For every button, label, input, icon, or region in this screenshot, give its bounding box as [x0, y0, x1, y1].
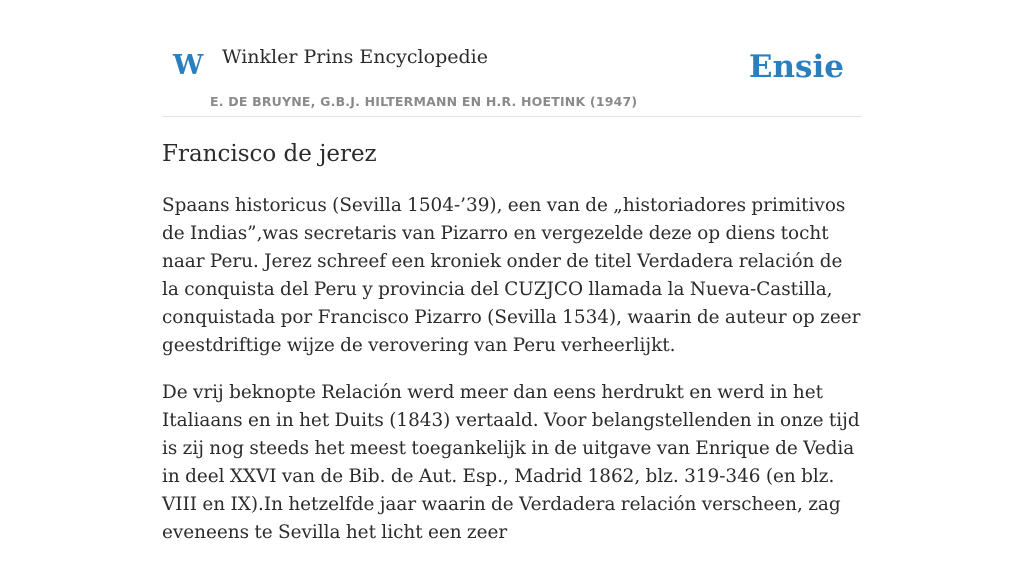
article-title: Francisco de jerez: [162, 141, 377, 167]
book-authors: E. DE BRUYNE, G.B.J. HILTERMANN EN H.R. HOETINK (1947): [210, 94, 638, 109]
book-logo-icon[interactable]: W: [173, 50, 204, 81]
book-title-link[interactable]: Winkler Prins Encyclopedie: [222, 46, 488, 68]
article-body: [162, 192, 862, 566]
ensie-logo-link[interactable]: Ensie: [748, 49, 844, 85]
header: [162, 30, 862, 117]
article-paragraph: De vrij beknopte Relación werd meer dan eens herdrukt en werd in het Italiaans en in het Duits (1843) vertaald. Voor belangstellenden in onze tijd is zij nog steeds het meest toegankelijk in de uitgave van Enrique de Vedia in deel XXVI van de Bib. de Aut. Esp., Madrid 1862, blz. 319-346 (en blz. VIII en IX).In hetzelfde jaar waarin de Verdadera relación verscheen, zag eveneens te Sevilla het licht een zeer: [162, 382, 860, 543]
article-paragraph: Spaans historicus (Sevilla 1504-’39), een van de „historiadores primitivos de Indias”,was secretaris van Pizarro en vergezelde deze op diens tocht naar Peru. Jerez schreef een kroniek onder de titel Verdadera relación de la conquista del Peru y provincia del CUZJCO llamada la Nueva-Castilla, conquistada por Francisco Pizarro (Sevilla 1534), waarin de auteur op zeer geestdriftige wijze de verovering van Peru verheerlijkt.: [162, 195, 861, 356]
